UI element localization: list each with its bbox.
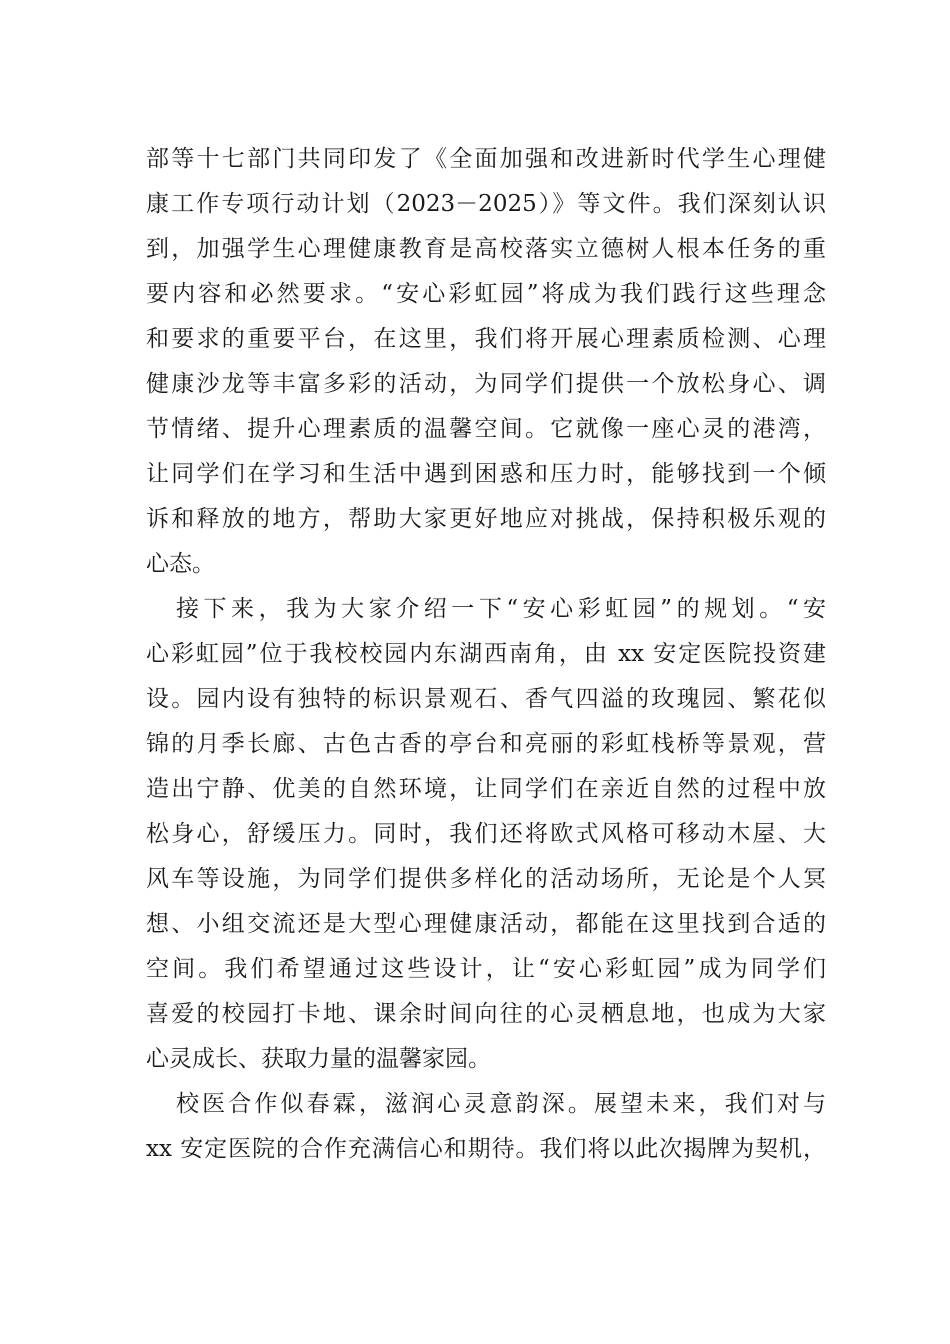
text-line: 诉和释放的地方，帮助大家更好地应对挑战，保持积极乐观的 xyxy=(146,506,826,532)
text-line: 设。园内设有独特的标识景观石、香气四溢的玫瑰园、繁花似 xyxy=(146,686,826,712)
text-line: 节情绪、提升心理素质的温馨空间。它就像一座心灵的港湾， xyxy=(146,416,826,442)
text-line: 心灵成长、获取力量的温馨家园。 xyxy=(146,1046,491,1072)
text-line: 空间。我们希望通过这些设计，让“安心彩虹园”成为同学们 xyxy=(146,956,826,982)
text-line: xx 安定医院的合作充满信心和期待。我们将以此次揭牌为契机， xyxy=(146,1136,826,1162)
text-line: 到，加强学生心理健康教育是高校落实立德树人根本任务的重 xyxy=(146,236,826,262)
text-line: 健康沙龙等丰富多彩的活动，为同学们提供一个放松身心、调 xyxy=(146,371,826,397)
text-line: 部等十七部门共同印发了《全面加强和改进新时代学生心理健 xyxy=(146,146,826,172)
paragraph-first-line: 校医合作似春霖，滋润心灵意韵深。展望未来，我们对与 xyxy=(176,1091,826,1117)
text-line: 和要求的重要平台，在这里，我们将开展心理素质检测、心理 xyxy=(146,326,826,352)
text-line: 康工作专项行动计划（2023－2025）》等文件。我们深刻认识 xyxy=(146,191,826,217)
text-line: 造出宁静、优美的自然环境，让同学们在亲近自然的过程中放 xyxy=(146,776,826,802)
text-line: 锦的月季长廊、古色古香的亭台和亮丽的彩虹栈桥等景观，营 xyxy=(146,731,826,757)
text-line: 喜爱的校园打卡地、课余时间向往的心灵栖息地，也成为大家 xyxy=(146,1001,826,1027)
paragraph-first-line: 接下来，我为大家介绍一下“安心彩虹园”的规划。“安 xyxy=(176,596,826,622)
text-line: 要内容和必然要求。“安心彩虹园”将成为我们践行这些理念 xyxy=(146,281,826,307)
text-line: 让同学们在学习和生活中遇到困惑和压力时，能够找到一个倾 xyxy=(146,461,826,487)
text-line: 心态。 xyxy=(146,551,215,577)
text-line: 想、小组交流还是大型心理健康活动，都能在这里找到合适的 xyxy=(146,911,826,937)
text-line: 松身心，舒缓压力。同时，我们还将欧式风格可移动木屋、大 xyxy=(146,821,826,847)
text-line: 心彩虹园”位于我校校园内东湖西南角，由 xx 安定医院投资建 xyxy=(146,641,826,667)
text-line: 风车等设施，为同学们提供多样化的活动场所，无论是个人冥 xyxy=(146,866,826,892)
